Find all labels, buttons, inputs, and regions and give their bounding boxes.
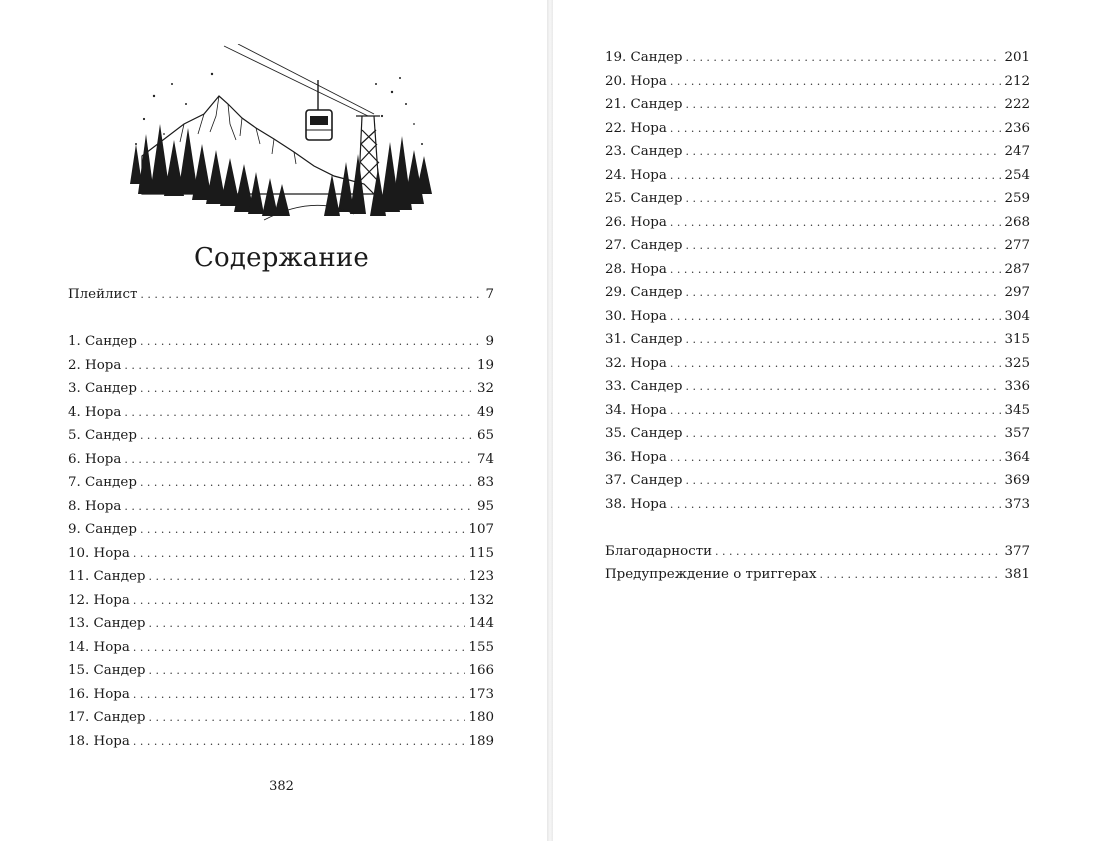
toc-entry[interactable]: [68, 591, 494, 611]
toc-dot-leader: [685, 283, 1001, 303]
toc-entry-page: 95: [476, 499, 494, 514]
toc-dot-leader: [140, 473, 474, 493]
toc-entry[interactable]: [68, 285, 494, 305]
toc-entry[interactable]: [68, 708, 494, 728]
cable-car-mountain-illustration: [124, 44, 434, 222]
toc-entry-label: 29. Сандер: [605, 285, 683, 300]
toc-entry[interactable]: [68, 520, 494, 540]
toc-entry-page: 236: [1004, 121, 1030, 136]
toc-dot-leader: [140, 426, 474, 446]
toc-dot-leader: [685, 48, 1001, 68]
toc-entry[interactable]: [68, 450, 494, 470]
toc-entry-label: 33. Сандер: [605, 379, 683, 394]
toc-entry-page: 123: [468, 569, 494, 584]
toc-entry[interactable]: [68, 732, 494, 752]
toc-entry-label: 36. Нора: [605, 450, 667, 465]
toc-entry-page: 373: [1004, 497, 1030, 512]
toc-dot-leader: [670, 166, 1002, 186]
toc-entry-page: 369: [1004, 473, 1030, 488]
toc-entry[interactable]: [605, 72, 1030, 92]
toc-entry[interactable]: [68, 403, 494, 423]
toc-entry-label: 38. Нора: [605, 497, 667, 512]
toc-entry-label: 8. Нора: [68, 499, 122, 514]
toc-entry-label: 1. Сандер: [68, 334, 137, 349]
toc-entry-label: 15. Сандер: [68, 663, 146, 678]
toc-entry-page: 32: [476, 381, 494, 396]
toc-dot-leader: [715, 542, 1001, 562]
toc-entry-label: 3. Сандер: [68, 381, 137, 396]
toc-entry[interactable]: [68, 356, 494, 376]
toc-entry[interactable]: [68, 379, 494, 399]
toc-entry-page: 19: [476, 358, 494, 373]
toc-entry-page: 9: [485, 334, 494, 349]
toc-entry-page: 144: [468, 616, 494, 631]
toc-dot-leader: [148, 661, 465, 681]
toc-entry[interactable]: [605, 119, 1030, 139]
toc-entry-label: 9. Сандер: [68, 522, 137, 537]
toc-entry-label: 23. Сандер: [605, 144, 683, 159]
toc-dot-leader: [140, 285, 482, 305]
toc-entry-page: 65: [476, 428, 494, 443]
cable-lines: [224, 44, 374, 116]
toc-entry[interactable]: [605, 424, 1030, 444]
toc-dot-leader: [133, 638, 466, 658]
toc-entry-page: 83: [476, 475, 494, 490]
toc-dot-leader: [670, 119, 1002, 139]
toc-entry-page: 173: [468, 687, 494, 702]
toc-entry[interactable]: [68, 567, 494, 587]
toc-entry[interactable]: [68, 661, 494, 681]
toc-entry-label: 18. Нора: [68, 734, 130, 749]
cable-car: [306, 80, 332, 140]
toc-entry[interactable]: [605, 330, 1030, 350]
toc-dot-leader: [685, 142, 1001, 162]
toc-entry[interactable]: [68, 473, 494, 493]
toc-entry[interactable]: [68, 332, 494, 352]
toc-dot-leader: [124, 450, 474, 470]
toc-dot-leader: [685, 189, 1001, 209]
toc-entry-label: 10. Нора: [68, 546, 130, 561]
toc-entry-label: 5. Сандер: [68, 428, 137, 443]
toc-dot-leader: [685, 236, 1001, 256]
toc-entry-label: 37. Сандер: [605, 473, 683, 488]
toc-entry-page: 304: [1004, 309, 1030, 324]
toc-dot-leader: [148, 708, 465, 728]
toc-entry[interactable]: [605, 95, 1030, 115]
toc-entry-label: Предупреждение о триггерах: [605, 567, 817, 582]
toc-entry-page: 49: [476, 405, 494, 420]
toc-entry[interactable]: [605, 260, 1030, 280]
toc-dot-leader: [124, 497, 474, 517]
toc-dot-leader: [670, 307, 1002, 327]
right-page: [553, 0, 1094, 841]
toc-dot-leader: [148, 567, 465, 587]
toc-entry-label: 4. Нора: [68, 405, 122, 420]
toc-dot-leader: [685, 330, 1001, 350]
toc-entry[interactable]: [605, 495, 1030, 515]
toc-entry-label: 22. Нора: [605, 121, 667, 136]
toc-dot-leader: [140, 379, 474, 399]
toc-entry-label: 21. Сандер: [605, 97, 683, 112]
page-number: 382: [269, 779, 294, 794]
toc-entry-page: 166: [468, 663, 494, 678]
toc-entry-page: 132: [468, 593, 494, 608]
toc-dot-leader: [148, 614, 465, 634]
toc-entry-label: Благодарности: [605, 544, 713, 559]
toc-dot-leader: [133, 544, 466, 564]
toc-entry-page: 155: [468, 640, 494, 655]
toc-entry-page: 107: [468, 522, 494, 537]
toc-entry-label: 28. Нора: [605, 262, 667, 277]
toc-entry[interactable]: [605, 166, 1030, 186]
toc-entry-page: 325: [1004, 356, 1030, 371]
toc-dot-leader: [133, 591, 466, 611]
toc-entry-page: 381: [1004, 567, 1030, 582]
toc-entry-label: 25. Сандер: [605, 191, 683, 206]
toc-entry-label: 27. Сандер: [605, 238, 683, 253]
toc-entry-label: 35. Сандер: [605, 426, 683, 441]
toc-title: Содержание: [193, 243, 370, 273]
toc-entry-page: 277: [1004, 238, 1030, 253]
toc-entry-label: 14. Нора: [68, 640, 130, 655]
toc-entry-label: 12. Нора: [68, 593, 130, 608]
toc-entry-label: 26. Нора: [605, 215, 667, 230]
toc-entry-page: 254: [1004, 168, 1030, 183]
toc-entry-page: 259: [1004, 191, 1030, 206]
toc-entry-page: 74: [476, 452, 494, 467]
toc-entry-label: 19. Сандер: [605, 50, 683, 65]
toc-entry-label: 17. Сандер: [68, 710, 146, 725]
toc-entry-page: 247: [1004, 144, 1030, 159]
toc-dot-leader: [124, 403, 474, 423]
toc-entry[interactable]: [68, 497, 494, 517]
toc-dot-leader: [685, 471, 1001, 491]
toc-entry-page: 115: [468, 546, 494, 561]
toc-dot-leader: [140, 520, 466, 540]
toc-entry-label: 30. Нора: [605, 309, 667, 324]
toc-entry[interactable]: [605, 354, 1030, 374]
toc-entry[interactable]: [605, 283, 1030, 303]
toc-entry[interactable]: [605, 307, 1030, 327]
toc-entry[interactable]: [605, 542, 1030, 562]
toc-entry[interactable]: [605, 448, 1030, 468]
toc-entry-page: 287: [1004, 262, 1030, 277]
toc-entry[interactable]: [605, 565, 1030, 585]
toc-entry-page: 345: [1004, 403, 1030, 418]
toc-dot-leader: [670, 354, 1002, 374]
toc-entry[interactable]: [605, 377, 1030, 397]
toc-dot-leader: [670, 213, 1002, 233]
toc-entry-label: Плейлист: [68, 287, 138, 302]
toc-entry-page: 189: [468, 734, 494, 749]
toc-entry-page: 297: [1004, 285, 1030, 300]
toc-entry-page: 315: [1004, 332, 1030, 347]
toc-entry-page: 180: [468, 710, 494, 725]
toc-entry-page: 7: [485, 287, 494, 302]
toc-dot-leader: [133, 732, 466, 752]
toc-entry-label: 13. Сандер: [68, 616, 146, 631]
toc-entry-label: 6. Нора: [68, 452, 122, 467]
toc-entry[interactable]: [68, 638, 494, 658]
toc-dot-leader: [140, 332, 483, 352]
toc-entry[interactable]: [605, 213, 1030, 233]
toc-entry-label: 31. Сандер: [605, 332, 683, 347]
toc-entry[interactable]: [605, 189, 1030, 209]
toc-dot-leader: [685, 424, 1001, 444]
toc-entry-label: 32. Нора: [605, 356, 667, 371]
toc-dot-leader: [670, 72, 1002, 92]
toc-entry-label: 16. Нора: [68, 687, 130, 702]
toc-entry[interactable]: [68, 614, 494, 634]
toc-dot-leader: [685, 377, 1001, 397]
toc-entry-label: 20. Нора: [605, 74, 667, 89]
toc-dot-leader: [133, 685, 466, 705]
toc-dot-leader: [670, 260, 1002, 280]
toc-entry-label: 2. Нора: [68, 358, 122, 373]
toc-dot-leader: [670, 495, 1002, 515]
toc-dot-leader: [820, 565, 1002, 585]
toc-entry-label: 7. Сандер: [68, 475, 137, 490]
toc-entry-page: 357: [1004, 426, 1030, 441]
toc-entry[interactable]: [605, 401, 1030, 421]
toc-dot-leader: [685, 95, 1001, 115]
toc-dot-leader: [670, 401, 1002, 421]
toc-entry-label: 24. Нора: [605, 168, 667, 183]
toc-entry[interactable]: [68, 426, 494, 446]
toc-entry[interactable]: [605, 471, 1030, 491]
toc-dot-leader: [124, 356, 474, 376]
toc-entry-page: 201: [1004, 50, 1030, 65]
toc-entry[interactable]: [605, 236, 1030, 256]
toc-entry-page: 364: [1004, 450, 1030, 465]
toc-entry-page: 377: [1004, 544, 1030, 559]
toc-entry[interactable]: [68, 685, 494, 705]
toc-entry-page: 336: [1004, 379, 1030, 394]
toc-entry-page: 268: [1004, 215, 1030, 230]
toc-dot-leader: [670, 448, 1002, 468]
toc-entry-label: 34. Нора: [605, 403, 667, 418]
toc-entry[interactable]: [68, 544, 494, 564]
toc-entry-page: 222: [1004, 97, 1030, 112]
toc-entry[interactable]: [605, 48, 1030, 68]
toc-entry[interactable]: [605, 142, 1030, 162]
toc-entry-label: 11. Сандер: [68, 569, 146, 584]
toc-entry-page: 212: [1004, 74, 1030, 89]
